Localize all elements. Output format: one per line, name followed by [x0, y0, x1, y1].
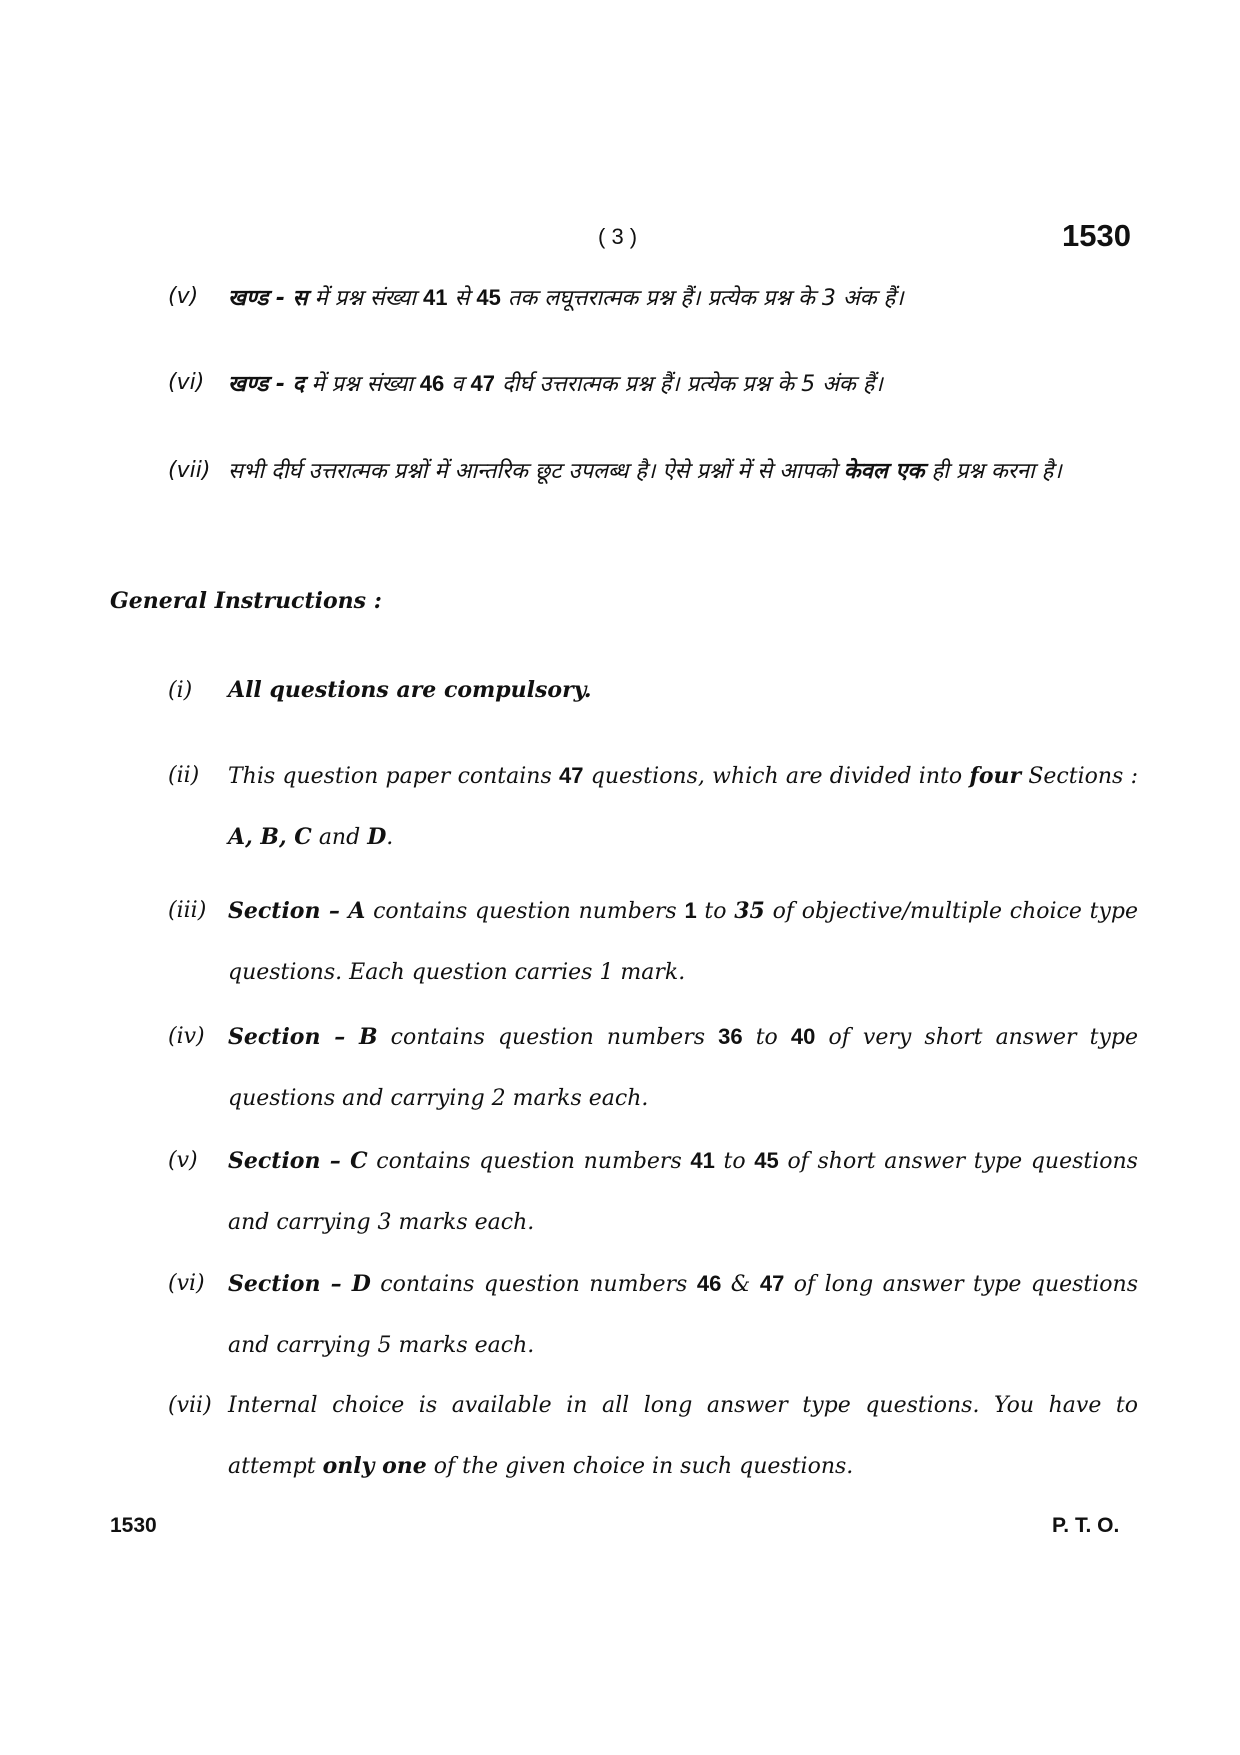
footer-pto: P. T. O. [1052, 1514, 1120, 1537]
section-letter: D [367, 824, 387, 850]
item-label: (iv) [168, 1024, 205, 1049]
number: 46 [419, 371, 445, 396]
text: से [454, 286, 470, 311]
section-name: Section – D [228, 1271, 371, 1297]
emphasis: केवल एक [843, 459, 925, 484]
item-label: (vii) [168, 1393, 212, 1418]
item-label: (iii) [168, 898, 207, 923]
number: 47 [759, 1271, 785, 1296]
item-label: (v) [168, 284, 199, 309]
section-name: Section – A [228, 898, 366, 924]
text: contains question numbers [376, 1149, 682, 1174]
number: 1 [684, 898, 697, 923]
text: to [723, 1149, 746, 1174]
emphasis: four [969, 763, 1022, 789]
text: of long answer type questions and carrying 5 marks each. [228, 1272, 1139, 1358]
paper-code: 1530 [1062, 218, 1131, 253]
section-name: खण्ड - द [228, 372, 305, 397]
text: ही प्रश्न करना है। [931, 459, 1062, 484]
text: तक लघूत्तरात्मक प्रश्न हैं। प्रत्येक प्रश्न के 3 अंक हैं। [507, 286, 904, 311]
number: 41 [690, 1148, 715, 1173]
section-letters: A, B, C [228, 824, 312, 850]
text: Sections : [1028, 764, 1138, 789]
text: Internal choice is available in all long answer type questions. You have to attempt [228, 1393, 1138, 1479]
text: व [451, 372, 464, 397]
item-label: (ii) [168, 763, 200, 788]
text: contains question numbers [390, 1025, 706, 1050]
text: . [386, 825, 394, 850]
item-label: (vi) [168, 370, 205, 395]
number: 46 [696, 1271, 722, 1296]
item-label: (vii) [168, 458, 211, 483]
text: to [704, 899, 727, 924]
text: and [318, 825, 361, 850]
number: 47 [470, 371, 495, 396]
section-name: Section – C [228, 1148, 368, 1174]
text: All questions are compulsory. [228, 677, 592, 703]
item-label: (v) [168, 1148, 198, 1173]
general-instructions-heading: General Instructions : [110, 588, 382, 614]
footer-code: 1530 [110, 1514, 157, 1537]
text: में प्रश्न संख्या [314, 286, 416, 311]
text: contains question numbers [373, 899, 677, 924]
item-label: (i) [168, 678, 193, 703]
emphasis: only one [322, 1453, 427, 1479]
text: & [730, 1272, 751, 1297]
text: सभी दीर्घ उत्तरात्मक प्रश्नों में आन्तरिक छूट उपलब्ध है। ऐसे प्रश्नों में से आपको [228, 459, 837, 484]
number: 41 [422, 285, 448, 310]
text: of objective/multiple choice type questions. Each question carries 1 mark. [228, 899, 1138, 985]
text: contains question numbers [380, 1272, 688, 1297]
text: This question paper contains [228, 764, 552, 789]
number: 40 [790, 1024, 816, 1049]
number: 35 [734, 898, 765, 924]
text: of very short answer type questions and carrying 2 marks each. [228, 1025, 1138, 1111]
section-name: Section – B [228, 1024, 378, 1050]
text: questions, which are divided into [590, 764, 963, 789]
text: दीर्घ उत्तरात्मक प्रश्न हैं। प्रत्येक प्रश्न के 5 अंक हैं। [501, 372, 883, 397]
text: में प्रश्न संख्या [311, 372, 413, 397]
number: 36 [718, 1024, 743, 1049]
item-label: (vi) [168, 1271, 205, 1296]
number: 45 [754, 1148, 779, 1173]
text: to [755, 1025, 778, 1050]
text: of the given choice in such questions. [433, 1454, 854, 1479]
text: of short answer type questions and carrying 3 marks each. [228, 1149, 1138, 1235]
number: 45 [476, 285, 501, 310]
page-number: ( 3 ) [598, 224, 638, 249]
section-name: खण्ड - स [228, 286, 308, 311]
number: 47 [559, 763, 584, 788]
